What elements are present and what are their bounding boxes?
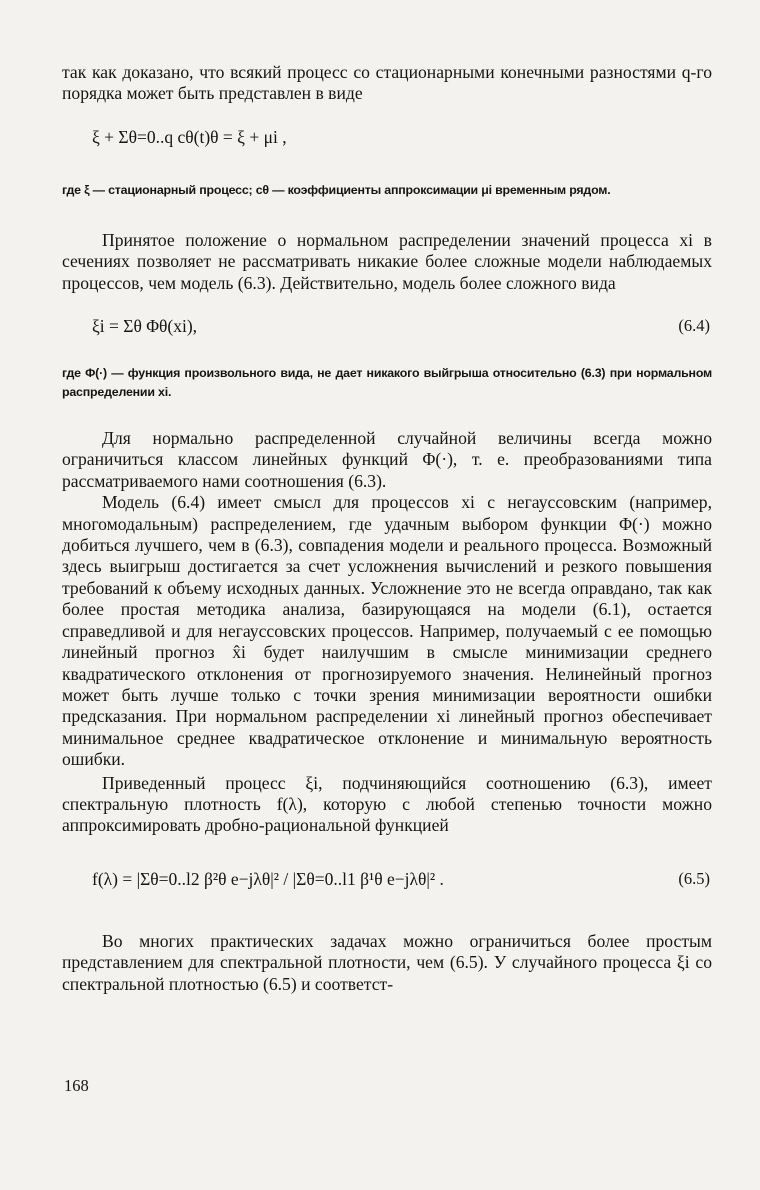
- formula-expression: f(λ) = |Σθ=0..l2 β²θ e−jλθ|² / |Σθ=0..l1 β¹θ e−jλθ|² .: [92, 868, 444, 889]
- paragraph-2: Принятое положение о нормальном распределении значений процесса xi в сечениях позволяет не рассматривать никакие более сложные модели наблюдаемых процессов, чем модель (6.3). Действительно, модель более сложного вида: [62, 229, 712, 293]
- formula-stationary-process: [62, 105, 712, 175]
- paragraph-1: так как доказано, что всякий процесс со стационарными конечными разностями q-го порядка может быть представлен в виде: [62, 62, 712, 104]
- note-1: где ξ — стационарный процесс; cθ — коэффициенты аппроксимации μi временным рядом.: [62, 182, 611, 197]
- formula-6-4: [62, 294, 712, 356]
- formula-6-5: [62, 837, 712, 921]
- formula-number: (6.4): [678, 316, 710, 336]
- note-2: где Φ(·) — функция произвольного вида, не дает никакого выйгрыша относительно (6.3) при нормальном распределении xi.: [62, 366, 712, 400]
- paragraph-6: Во многих практических задачах можно ограничиться более простым представлением для спектральной плотности, чем (6.5). У случайного процесса ξi со спектральной плотностью (6.5) и соответст-: [62, 930, 712, 994]
- paragraph-4: Модель (6.4) имеет смысл для процессов xi с негауссовским (например, многомодальным) распределением, где удачным выбором функции Φ(·) можно добиться лучшего, чем в (6.3), совпадения модели и реального процесса. Возможный здесь выигрыш достигается за счет усложнения вычислений и резкого повышения требований к объему исходных данных. Усложнение это не всегда оправдано, так как более простая методика анализа, базирующаяся на модели (6.1), остается справедливой и для негауссовских процессов. Например, получаемый с ее помощью линейный прогноз x̂i будет наилучшим в смысле минимизации среднего квадратического отклонения от прогнозируемого значения. Нелинейный прогноз может быть лучше только с точки зрения минимизации вероятности ошибки предсказания. При нормальном распределении xi линейный прогноз обеспечивает минимальное среднее квадратическое отклонение и минимальную вероятность ошибки.: [62, 492, 712, 770]
- formula-expression: ξi = Σθ Φθ(xi),: [92, 316, 198, 337]
- paragraph-3: Для нормально распределенной случайной величины всегда можно ограничиться классом линейных функций Φ(·), т. е. преобразованиями типа рассматриваемого нами соотношения (6.3).: [62, 428, 712, 491]
- formula-expression: ξ + Σθ=0..q cθ(t)θ = ξ + μi ,: [92, 126, 287, 147]
- paragraph-5: Приведенный процесс ξi, подчиняющийся соотношению (6.3), имеет спектральную плотность f(λ), которую с любой степенью точности можно аппроксимировать дробно-рациональной функцией: [62, 772, 712, 836]
- page-number: 168: [64, 1076, 89, 1095]
- formula-number: (6.5): [678, 868, 710, 888]
- page-body: [62, 62, 712, 995]
